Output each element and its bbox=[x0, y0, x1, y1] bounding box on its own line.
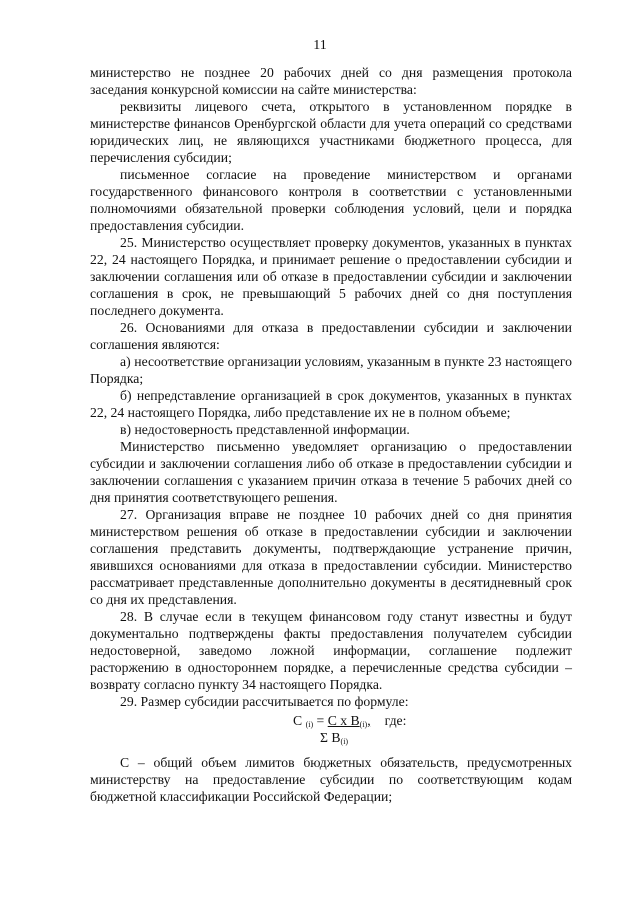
paragraph: 29. Размер субсидии рассчитывается по формуле: bbox=[120, 694, 409, 709]
formula-denominator-sub: (i) bbox=[340, 737, 349, 746]
list-item: в) недостоверность представленной информации. bbox=[120, 422, 410, 437]
page-number: 11 bbox=[313, 38, 327, 53]
list-item: б) непредставление организацией в срок документов, указанных в пунктах 22, 24 настоящего Порядка, либо представление их не в полном объеме; bbox=[90, 388, 572, 420]
paragraph: 26. Основаниями для отказа в предоставлении субсидии и заключении соглашения являются: bbox=[90, 320, 572, 352]
formula-lhs-sub: (i) bbox=[305, 720, 314, 729]
paragraph: министерство не позднее 20 рабочих дней со дня размещения протокола заседания конкурсной комиссии на сайте министерства: bbox=[90, 65, 572, 97]
formula-numerator-main: C x B bbox=[327, 713, 360, 728]
paragraph: 28. В случае если в текущем финансовом году станут известны и будут документально подтверждены факты предоставления получателем субсидии недостоверной, заведомо ложной информации, соглашение подлежит расторжению в одностороннем порядке, а перечисленные средства субсидии – возврату согласно пункту 34 настоящего Порядка. bbox=[90, 609, 572, 692]
formula-denominator-main: Σ B bbox=[320, 730, 341, 745]
formula-where: где: bbox=[384, 713, 407, 728]
formula-numerator-line bbox=[293, 712, 406, 733]
paragraph: 25. Министерство осуществляет проверку документов, указанных в пунктах 22, 24 настоящего Порядка, и принимает решение о предоставлении субсидии и заключении соглашения или об отказе в предоставлении субсидии и заключении соглашения в срок, не превышающий 5 рабочих дней со дня поступления последнего документа. bbox=[90, 235, 572, 318]
list-item: а) несоответствие организации условиям, указанным в пункте 23 настоящего Порядка; bbox=[90, 354, 572, 386]
paragraph: письменное согласие на проведение министерством и органами государственного финансового контроля в соответствии с установленными полномочиями обязательной проверки соблюдения условий, цели и порядка предоставления субсидии. bbox=[90, 167, 572, 233]
paragraph: Министерство письменно уведомляет организацию о предоставлении субсидии и заключении соглашения либо об отказе в предоставлении субсидии и заключении соглашения с указанием причин отказа в течение 5 рабочих дней со дня принятия соответствующего решения. bbox=[90, 439, 572, 505]
document-body bbox=[90, 64, 572, 805]
paragraph: 27. Организация вправе не позднее 10 рабочих дней со дня принятия министерством решения об отказе в предоставлении субсидии и заключении соглашения представить документы, подтверждающие устранение причин, явившихся основаниями для отказа в предоставлении субсидии. Министерство рассматривает представленные дополнительно документы в десятидневный срок со дня их представления. bbox=[90, 507, 572, 607]
formula-numerator-tail: , bbox=[367, 713, 371, 728]
formula-numerator-sub: (i) bbox=[359, 720, 368, 729]
paragraph: реквизиты лицевого счета, открытого в установленном порядке в министерстве финансов Оренбургской области для учета операций со средствами юридических лиц, не являющихся участниками бюджетного процесса, для перечисления субсидии; bbox=[90, 99, 572, 165]
subsidy-formula bbox=[90, 712, 572, 748]
paragraph: С – общий объем лимитов бюджетных обязательств, предусмотренных министерству на предоставление субсидии по соответствующим кодам бюджетной классификации Российской Федерации; bbox=[90, 755, 572, 804]
formula-denominator bbox=[320, 729, 348, 750]
formula-numerator bbox=[328, 713, 371, 728]
formula-equals: = bbox=[313, 713, 328, 728]
formula-lhs: C bbox=[293, 713, 303, 728]
